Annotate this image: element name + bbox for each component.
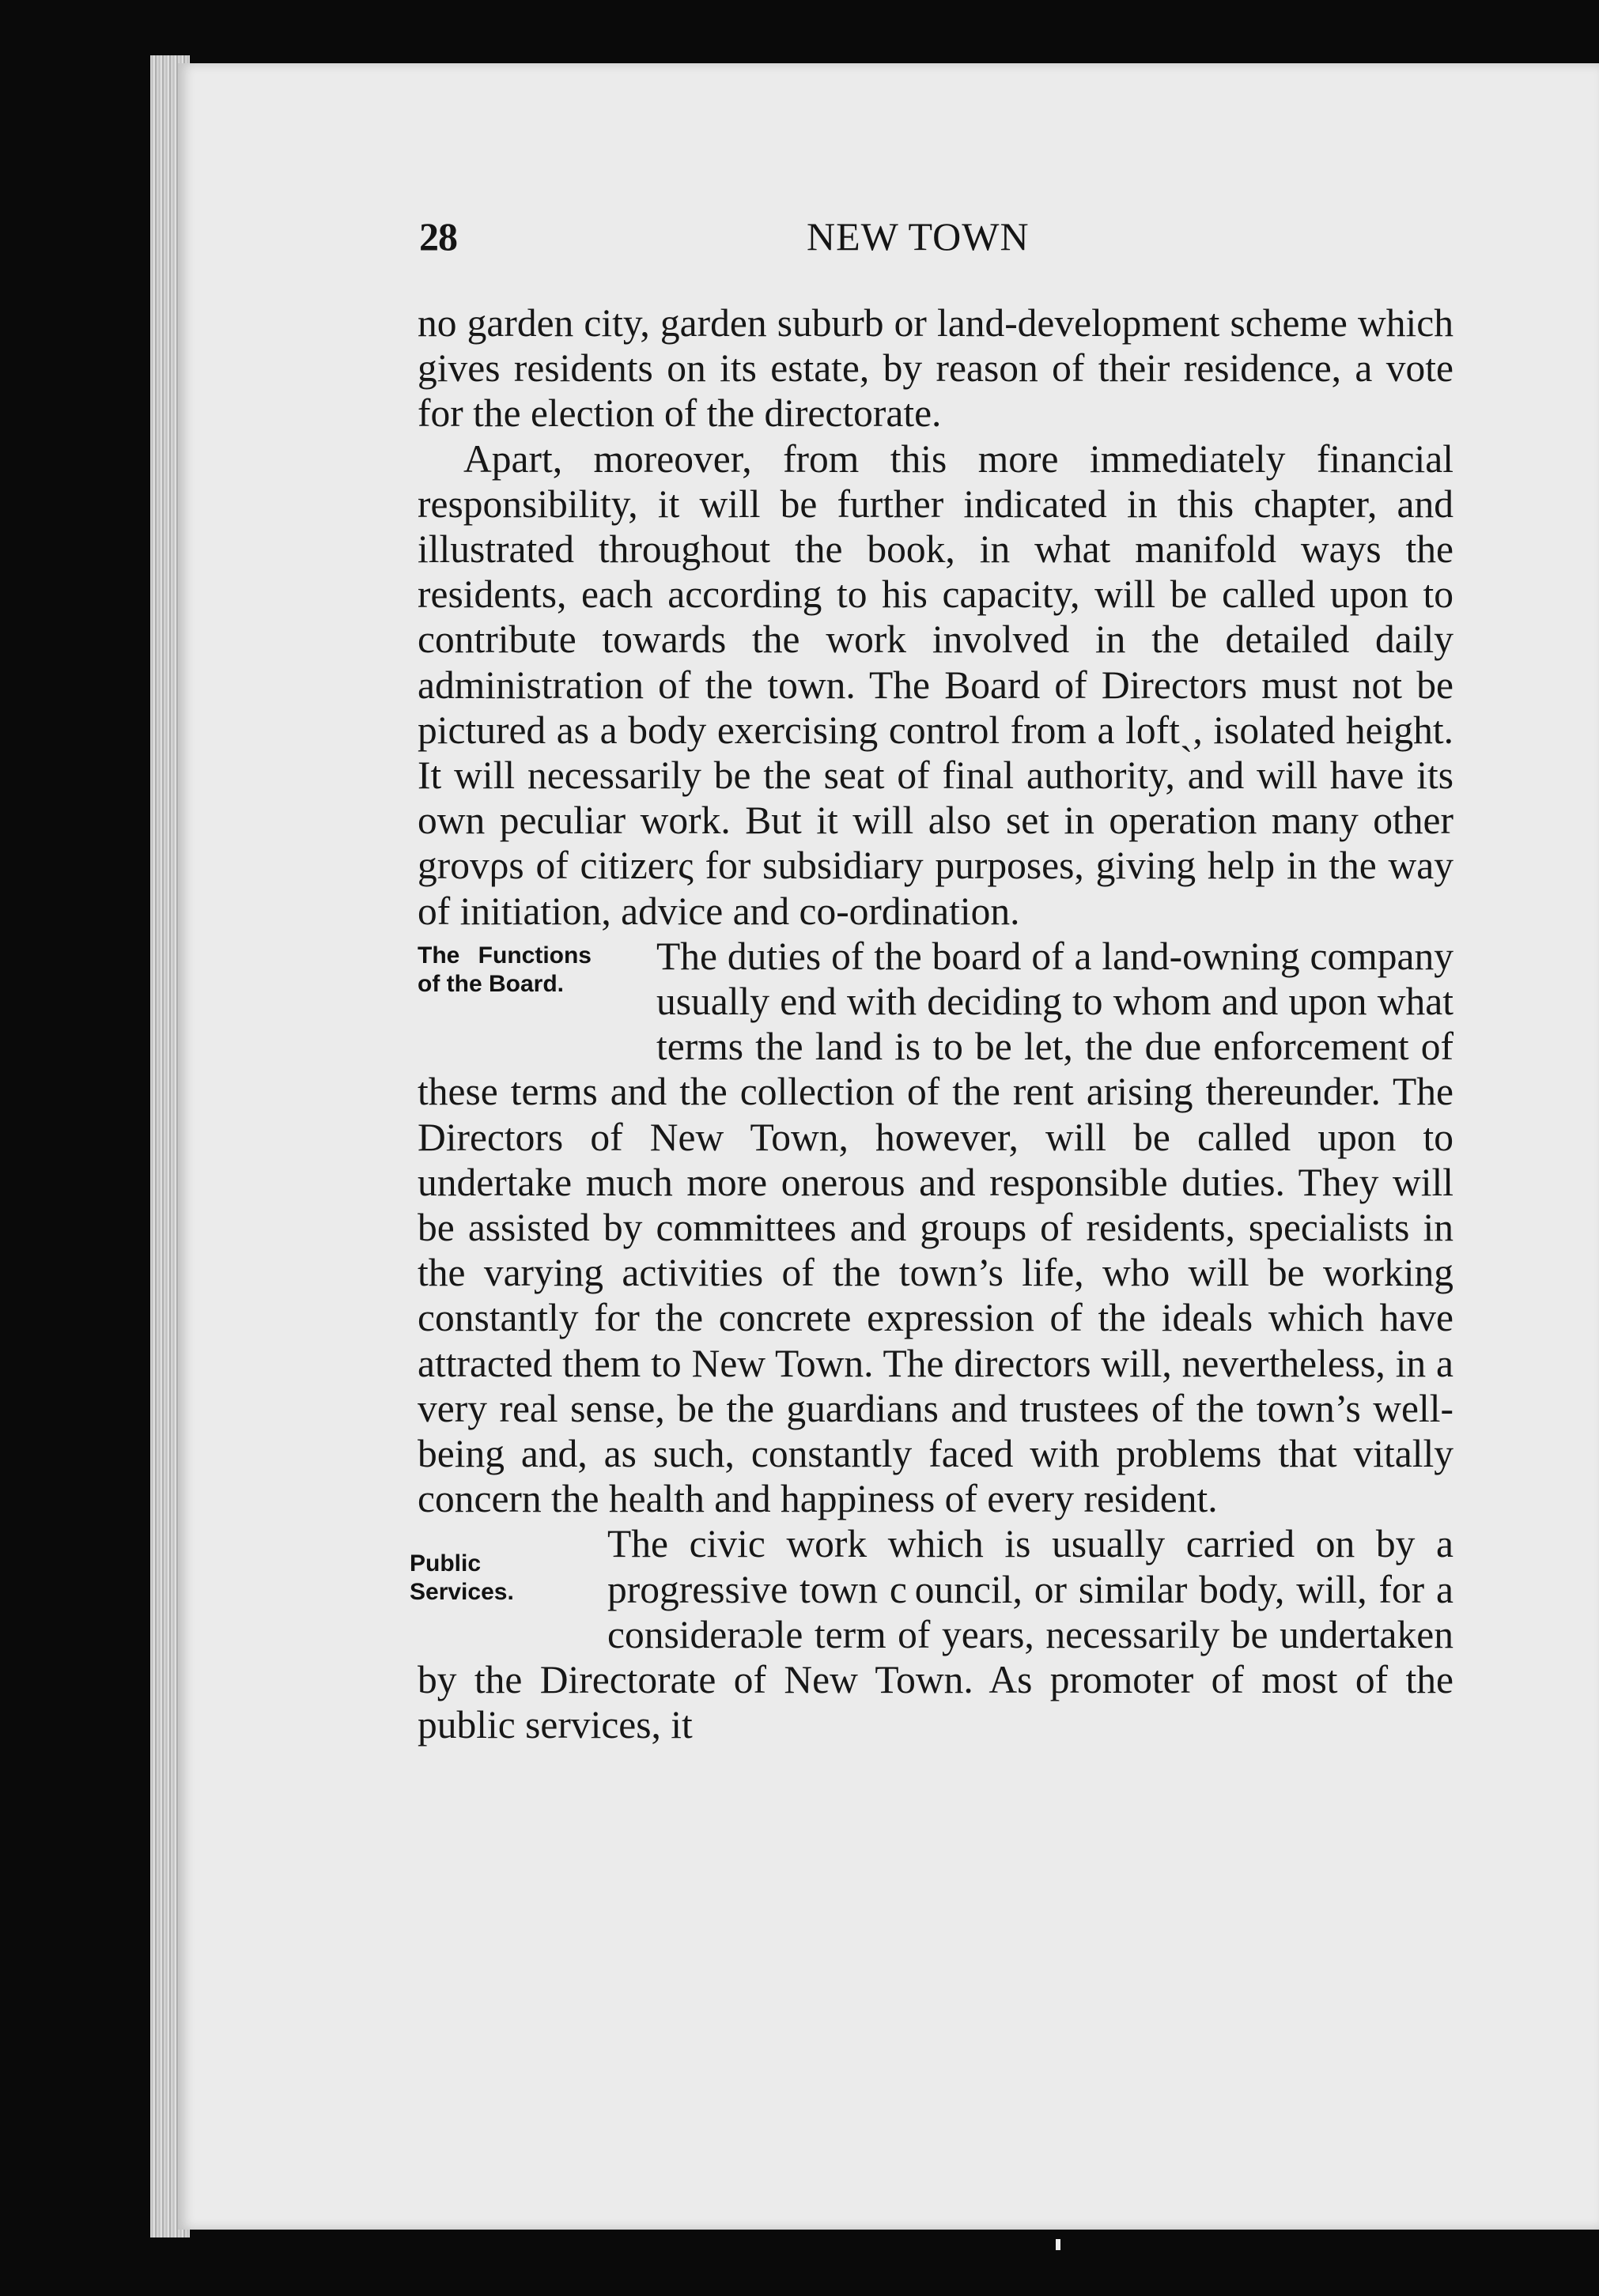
paragraph-2: Apart, moreover, from this more immediately financial responsibility, it will be further indicated in this chapter, and illustrated throughout the book, in what manifold ways the residents, each according to his capacity, will be called upon to contribute towards the work involved in the detailed daily administration of the town. The Board of Directors must not be pictured as a body exercising control from a loftˏ, isolated height. It will necessarily be the seat of final authority, and will have its own peculiar work. But it will also set in operation many other grovρs of citizerς for subsidiary purposes, giving help in the way of initiation, advice and co-ordination. bbox=[418, 436, 1453, 933]
body-text bbox=[410, 300, 1453, 1748]
section-functions-of-board bbox=[418, 934, 1453, 1522]
page-header bbox=[419, 213, 1447, 269]
paragraph-1: no garden city, garden suburb or land-development scheme which gives residents on its estate, by reason of their residence, a vote for the election of the directorate. bbox=[418, 301, 1453, 436]
side-note-public-services: Public Services. bbox=[410, 1550, 514, 1606]
page-number: 28 bbox=[419, 214, 457, 259]
running-head: NEW TOWN bbox=[807, 214, 1030, 259]
section-public-services bbox=[410, 1521, 1453, 1747]
side-note-functions-of-board: The Functions of the Board. bbox=[418, 942, 592, 997]
scan-artifact bbox=[1056, 2239, 1060, 2250]
paragraph-3: The duties of the board of a land-owning company usually end with deciding to whom and upon what terms the land is to be let, the due enforcement of these terms and the collection of the rent arising thereunder. The Directors of New Town, however, will be called upon to undertake muсh more onerous and responsible duties. They will be assisted by committees and groups of residents, specialists in the varying activities of the town’s life, who will be working constantly for the concrete expression of the ideals which have attracted them to New Town. The directors will, nevertheless, in a very real sense, be the guardians and trustees of the town’s well-being and, as such, constantly faced with problems that vitally concern the health and happiness of every resident. bbox=[418, 934, 1453, 1521]
paragraph-4: The civic work which is usually carried on by a progressive town c ouncil, or similar body, will, for a consideraɔle term of years, necessarily be undertaken by the Directorate of New Town. As promoter of most of the public services, it bbox=[418, 1522, 1453, 1747]
